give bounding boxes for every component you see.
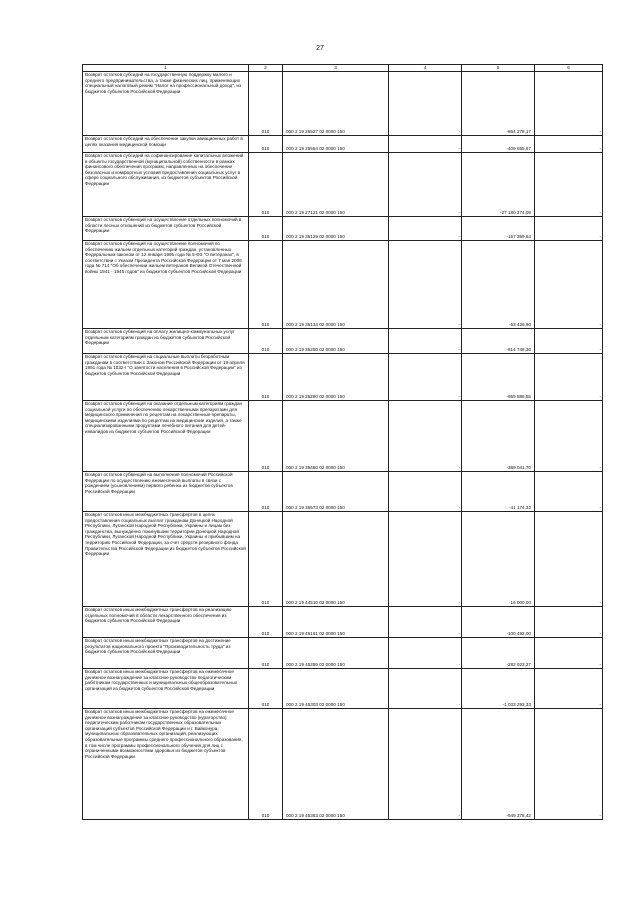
- header-col-2: 2: [249, 65, 283, 72]
- row-line-code: 010: [249, 472, 283, 512]
- row-line-code: 010: [249, 136, 283, 153]
- table-row: [83, 72, 603, 136]
- row-description: Возврат остатков иных межбюджетных трансфертов на реализацию отдельных полномочий в области лекарственного обеспечения из бюджетов субъектов Российской Федерации: [83, 607, 249, 638]
- header-col-6: 6: [535, 65, 603, 72]
- row-description: Возврат остатков иных межбюджетных трансфертов в целях предоставления социальных выплат гражданам Донецкой Народной Республики, Луганской Народной Республики, Украины и лицам без гражданства, вынужденно покинувшим территории Донецкой Народной Республики, Луганской Народной Республики, Украины и прибывшим на территорию Российской Федерации, за счет средств резервного фонда Правительства Российской Федерации из бюджетов субъектов Российской Федерации: [83, 512, 249, 607]
- table-row: [83, 709, 603, 820]
- row-col-4-value: -: [389, 472, 462, 512]
- row-col-4-value: -: [389, 638, 462, 669]
- row-line-code: 010: [249, 329, 283, 354]
- row-col-4-value: -: [389, 669, 462, 709]
- row-col-4-value: -: [389, 217, 462, 241]
- row-amount: -16 000,00: [462, 512, 535, 607]
- row-col-6-value: -: [535, 669, 603, 709]
- row-col-4-value: -: [389, 607, 462, 638]
- row-col-4-value: -: [389, 136, 462, 153]
- row-line-code: 010: [249, 709, 283, 820]
- row-description: Возврат остатков иных межбюджетных трансфертов на ежемесячное денежное вознаграждение за классное руководство педагогическим работникам государственных и муниципальных общеобразовательных организаций из бюджетов субъектов Российской Федерации: [83, 669, 249, 709]
- table-row: [83, 512, 603, 607]
- row-col-6-value: -: [535, 72, 603, 136]
- row-col-6-value: -: [535, 512, 603, 607]
- row-description: Возврат остатков субсидий на государственную поддержку малого и среднего предпринимательства, а также физических лиц, применяющих специальный налоговый режим "Налог на профессиональный доход", из бюджетов субъектов Российской Федерации: [83, 72, 249, 136]
- row-line-code: 010: [249, 217, 283, 241]
- row-budget-code: 000 2 19 35573 02 0000 150: [283, 472, 389, 512]
- table-row: [83, 607, 603, 638]
- page-number: 27: [316, 45, 324, 52]
- row-col-4-value: -: [389, 401, 462, 472]
- row-line-code: 010: [249, 354, 283, 401]
- row-line-code: 010: [249, 153, 283, 217]
- header-col-3: 3: [283, 65, 389, 72]
- row-budget-code: 000 2 19 45289 02 0000 150: [283, 638, 389, 669]
- row-amount: -814 748,36: [462, 329, 535, 354]
- row-amount: -409 655,67: [462, 136, 535, 153]
- row-line-code: 010: [249, 607, 283, 638]
- row-amount: -864 278,17: [462, 72, 535, 136]
- row-budget-code: 000 2 19 27121 02 0000 150: [283, 153, 389, 217]
- row-line-code: 010: [249, 241, 283, 329]
- row-description: Возврат остатков субсидий на софинансирование капитальных вложений в объекты государственной (муниципальной) собственности в рамках финансового обеспечения программ, направленных на обеспечение безопасных и комфортных условий предоставления социальных услуг в сфере социального обслуживания, из бюджетов субъектов Российской Федерации: [83, 153, 249, 217]
- header-col-5: 5: [462, 65, 535, 72]
- row-budget-code: 000 2 19 35460 02 0000 150: [283, 401, 389, 472]
- row-col-4-value: -: [389, 354, 462, 401]
- row-line-code: 010: [249, 669, 283, 709]
- row-budget-code: 000 2 19 25554 02 0000 150: [283, 136, 389, 153]
- row-line-code: 010: [249, 512, 283, 607]
- row-amount: -282 923,37: [462, 638, 535, 669]
- table-row: [83, 153, 603, 217]
- header-col-4: 4: [389, 65, 462, 72]
- row-line-code: 010: [249, 638, 283, 669]
- row-col-4-value: -: [389, 72, 462, 136]
- row-description: Возврат остатков субвенций на социальные выплаты безработным гражданам в соответствии с Законом Российской Федерации от 19 апреля 1991 года № 1032-I "О занятости населения в Российской Федерации" из бюджетов субъектов Российской Федерации: [83, 354, 249, 401]
- row-description: Возврат остатков субвенций на оказание отдельным категориям граждан социальной услуги по обеспечению лекарственными препаратами для медицинского применения по рецептам на лекарственные препараты, медицинскими изделиями по рецептам на медицинские изделия, а также специализированными продуктами лечебного питания для детей-инвалидов из бюджетов субъектов Российской Федерации: [83, 401, 249, 472]
- row-col-6-value: -: [535, 217, 603, 241]
- row-description: Возврат остатков субвенций на оплату жилищно-коммунальных услуг отдельным категориям граждан из бюджетов субъектов Российской Федерации: [83, 329, 249, 354]
- row-amount: -959 886,55: [462, 354, 535, 401]
- row-budget-code: 000 2 19 25527 02 0000 150: [283, 72, 389, 136]
- row-line-code: 010: [249, 72, 283, 136]
- row-description: Возврат остатков иных межбюджетных трансфертов на достижение результатов национального проекта "Производительность труда" из бюджетов субъектов Российской Федерации: [83, 638, 249, 669]
- table-row: [83, 638, 603, 669]
- table-row: [83, 669, 603, 709]
- row-description: Возврат остатков субвенций на выполнение полномочий Российской Федерации по осуществлению ежемесячной выплаты в связи с рождением (усыновлением) первого ребенка из бюджетов субъектов Российской Федерации: [83, 472, 249, 512]
- row-amount: -53 426,90: [462, 241, 535, 329]
- table-row: [83, 217, 603, 241]
- row-amount: -1 033 293,33: [462, 669, 535, 709]
- row-amount: -27 180 374,09: [462, 153, 535, 217]
- table-row: [83, 401, 603, 472]
- row-amount: -949 378,42: [462, 709, 535, 820]
- row-budget-code: 000 2 19 45161 02 0000 150: [283, 607, 389, 638]
- row-col-6-value: -: [535, 241, 603, 329]
- row-description: Возврат остатков субвенций на осуществление отдельных полномочий в области лесных отношений из бюджетов субъектов Российской Федерации: [83, 217, 249, 241]
- row-budget-code: 000 2 19 44510 02 0000 150: [283, 512, 389, 607]
- budget-table: [82, 64, 603, 820]
- row-col-6-value: -: [535, 638, 603, 669]
- row-col-6-value: -: [535, 329, 603, 354]
- row-line-code: 010: [249, 401, 283, 472]
- row-col-6-value: -: [535, 607, 603, 638]
- row-col-4-value: -: [389, 512, 462, 607]
- row-col-4-value: -: [389, 329, 462, 354]
- row-col-6-value: -: [535, 136, 603, 153]
- row-budget-code: 000 2 19 45303 02 0000 150: [283, 669, 389, 709]
- row-col-6-value: -: [535, 401, 603, 472]
- row-budget-code: 000 2 19 35129 02 0000 150: [283, 217, 389, 241]
- table-row: [83, 472, 603, 512]
- row-col-4-value: -: [389, 153, 462, 217]
- header-col-1: 1: [83, 65, 249, 72]
- row-description: Возврат остатков иных межбюджетных трансфертов на ежемесячное денежное вознаграждение за классное руководство (кураторство) педагогическим работникам государственных образовательных организаций субъектов Российской Федерации и г. Байконура, муниципальных образовательных организаций, реализующих образовательные программы среднего профессионального образования, в том числе программы профессионального обучения для лиц с ограниченными возможностями здоровья из бюджетов субъектов Российской Федерации: [83, 709, 249, 820]
- row-col-6-value: -: [535, 709, 603, 820]
- row-budget-code: 000 2 19 35250 02 0000 150: [283, 329, 389, 354]
- row-description: Возврат остатков субвенций на осуществление полномочий по обеспечению жильем отдельных категорий граждан, установленных Федеральным законом от 12 января 1995 года № 5-ФЗ "О ветеранах", в соответствии с Указом Президента Российской Федерации от 7 мая 2008 года № 714 "Об обеспечении жильем ветеранов Великой Отечественной войны 1941 - 1945 годов" из бюджетов субъектов Российской Федерации: [83, 241, 249, 329]
- row-budget-code: 000 2 19 35134 02 0000 150: [283, 241, 389, 329]
- row-amount: -389 041,70: [462, 401, 535, 472]
- row-amount: -157 359,64: [462, 217, 535, 241]
- row-col-4-value: -: [389, 709, 462, 820]
- row-budget-code: 000 2 19 35290 02 0000 150: [283, 354, 389, 401]
- row-amount: -41 174,32: [462, 472, 535, 512]
- row-amount: -100 492,00: [462, 607, 535, 638]
- table-row: [83, 241, 603, 329]
- row-col-6-value: -: [535, 153, 603, 217]
- row-col-6-value: -: [535, 472, 603, 512]
- row-col-6-value: -: [535, 354, 603, 401]
- table-header-row: [83, 65, 603, 72]
- table-row: [83, 354, 603, 401]
- table-row: [83, 136, 603, 153]
- row-budget-code: 000 2 19 45363 02 0000 150: [283, 709, 389, 820]
- row-description: Возврат остатков субсидий на обеспечение закупки авиационных работ в целях оказания медицинской помощи: [83, 136, 249, 153]
- table-row: [83, 329, 603, 354]
- row-col-4-value: -: [389, 241, 462, 329]
